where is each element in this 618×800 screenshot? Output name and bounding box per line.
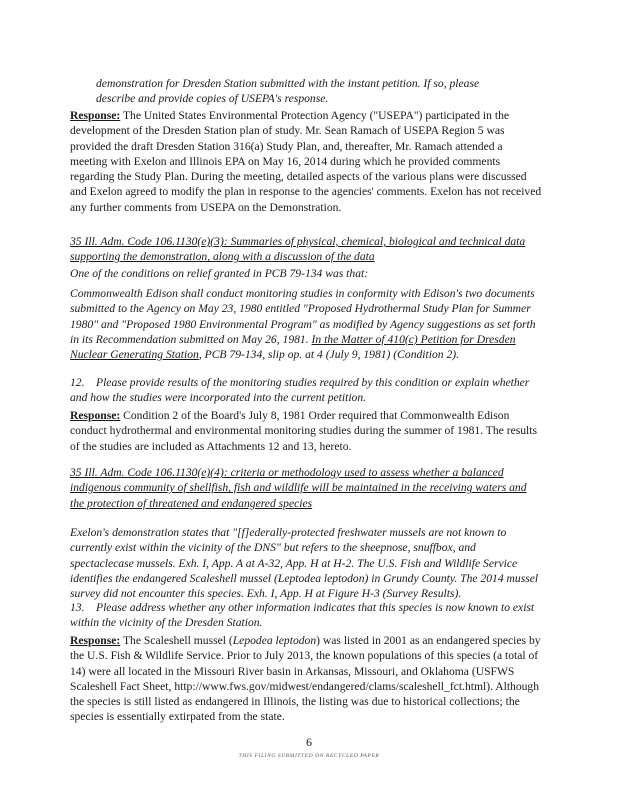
response-text: The United States Environmental Protection Agency ("USEPA") participated in the development of the Dresden Station plan of study. Mr. Sean Ramach of USEPA Region 5 was provided the draft Dresden Station 316(a) Study Plan, and, thereafter, Mr. Ramach attended a meeting with Exelon and Illinois EPA on May 16, 2014 during which he provided comments regarding the Study Plan. During the meeting, detailed aspects of the various plans were discussed and Exelon agreed to modify the plan in response to the agencies' comments. Exelon has not received any further comments from USEPA on the Demonstration. xyxy=(70,109,542,214)
question-continuation xyxy=(96,76,542,107)
response-2 xyxy=(70,408,542,454)
question-number: 12. xyxy=(70,376,85,389)
question-text: Please provide results of the monitoring studies required by this condition or explain whether and how the studies were incorporated into the current petition. xyxy=(70,376,530,405)
response-text-cont: ) was listed in 2001 as an endangered species by the U.S. Fish & Wildlife Service. Prior to July 2013, the known populations of this species (a total of 14) were all located in the Missouri River basin in Arkansas, Missouri, and Oklahoma (USFWS Scaleshell Fact Sheet, http://www.fws.gov/midwest/endangered/clams/scaleshell_fct.html). Although the species is still listed as endangered in Illinois, the listing was due to historical collections; the species is essentially extirpated from the state. xyxy=(70,634,541,724)
question-line-1: demonstration for Dresden Station submitted with the instant petition. If so, please xyxy=(96,77,480,90)
exelon-statement: Exelon's demonstration states that "[f]ederally-protected freshwater mussels are not known to currently exist within the vicinity of the DNS" but refers to the sheepnose, snuffbox, and spectaclecase mussels. Exh. I, App. A at A-32, App. H at H-2. The U.S. Fish and Wildlife Service identifies the endangered Scaleshell mussel (Leptodea leptodon) in Grundy County. The 2014 mussel survey did not encounter this species. Exh. I, App. H at Figure H-3 (Survey Results). xyxy=(70,526,539,601)
regulation-citation: 35 Ill. Adm. Code 106.1130(e)(4) xyxy=(70,466,224,479)
response-3 xyxy=(70,633,542,725)
section-heading-e3 xyxy=(70,234,542,265)
question-number: 13. xyxy=(70,601,85,614)
case-citation: In the Matter of 410(c) Petition for Dresden Nuclear Generating Station xyxy=(70,332,516,362)
question-line-2: describe and provide copies of USEPA's response. xyxy=(96,92,329,106)
response-label: Response: xyxy=(70,634,121,647)
question-12 xyxy=(70,375,542,406)
response-text: The Scaleshell mussel ( xyxy=(120,634,233,647)
response-label: Response: xyxy=(70,109,121,122)
recycled-paper-footer: THIS FILING SUBMITTED ON RECYCLED PAPER xyxy=(238,753,380,759)
condition-quote-text: Commonwealth Edison shall conduct monitoring studies in conformity with Edison's two documents submitted to the Agency on May 23, 1980 entitled "Proposed Hydrothermal Study Plan for Summer 1980" and "Proposed 1980 Environmental Program" as modified by Agency suggestions as set forth in its Recommendation submitted on May 26, 1981. xyxy=(70,287,536,346)
response-text: Condition 2 of the Board's July 8, 1981 Order required that Commonwealth Edison conduct hydrothermal and environmental monitoring studies during the summer of 1981. The results of the studies are included as Attachments 12 and 13, hereto. xyxy=(70,409,537,453)
section-heading-e4 xyxy=(70,465,542,511)
section-heading-text: : criteria or methodology used to assess whether a balanced indigenous community of shellfish, fish and wildlife will be maintained in the receiving waters and the protection of threatened and endangered species xyxy=(70,466,527,510)
page-number: 6 xyxy=(306,735,312,749)
question-text: Please address whether any other information indicates that this species is now known to exist within the vicinity of the Dresden Station. xyxy=(70,601,535,630)
condition-quote-after: , PCB 79-134, slip op. at 4 (July 9, 1981) (Condition 2). xyxy=(198,348,460,362)
section-heading-text: : Summaries of physical, chemical, biological and technical data supporting the demonstration, along with a discussion of the data xyxy=(70,235,526,264)
response-1 xyxy=(70,108,542,215)
condition-quote xyxy=(70,286,542,362)
question-13 xyxy=(70,600,542,631)
scientific-name: Lepodea leptodon xyxy=(232,634,317,647)
regulation-citation: 35 Ill. Adm. Code 106.1130(e)(3) xyxy=(70,235,224,248)
condition-intro: One of the conditions on relief granted in PCB 79-134 was that: xyxy=(70,267,369,280)
response-label: Response: xyxy=(70,409,121,422)
